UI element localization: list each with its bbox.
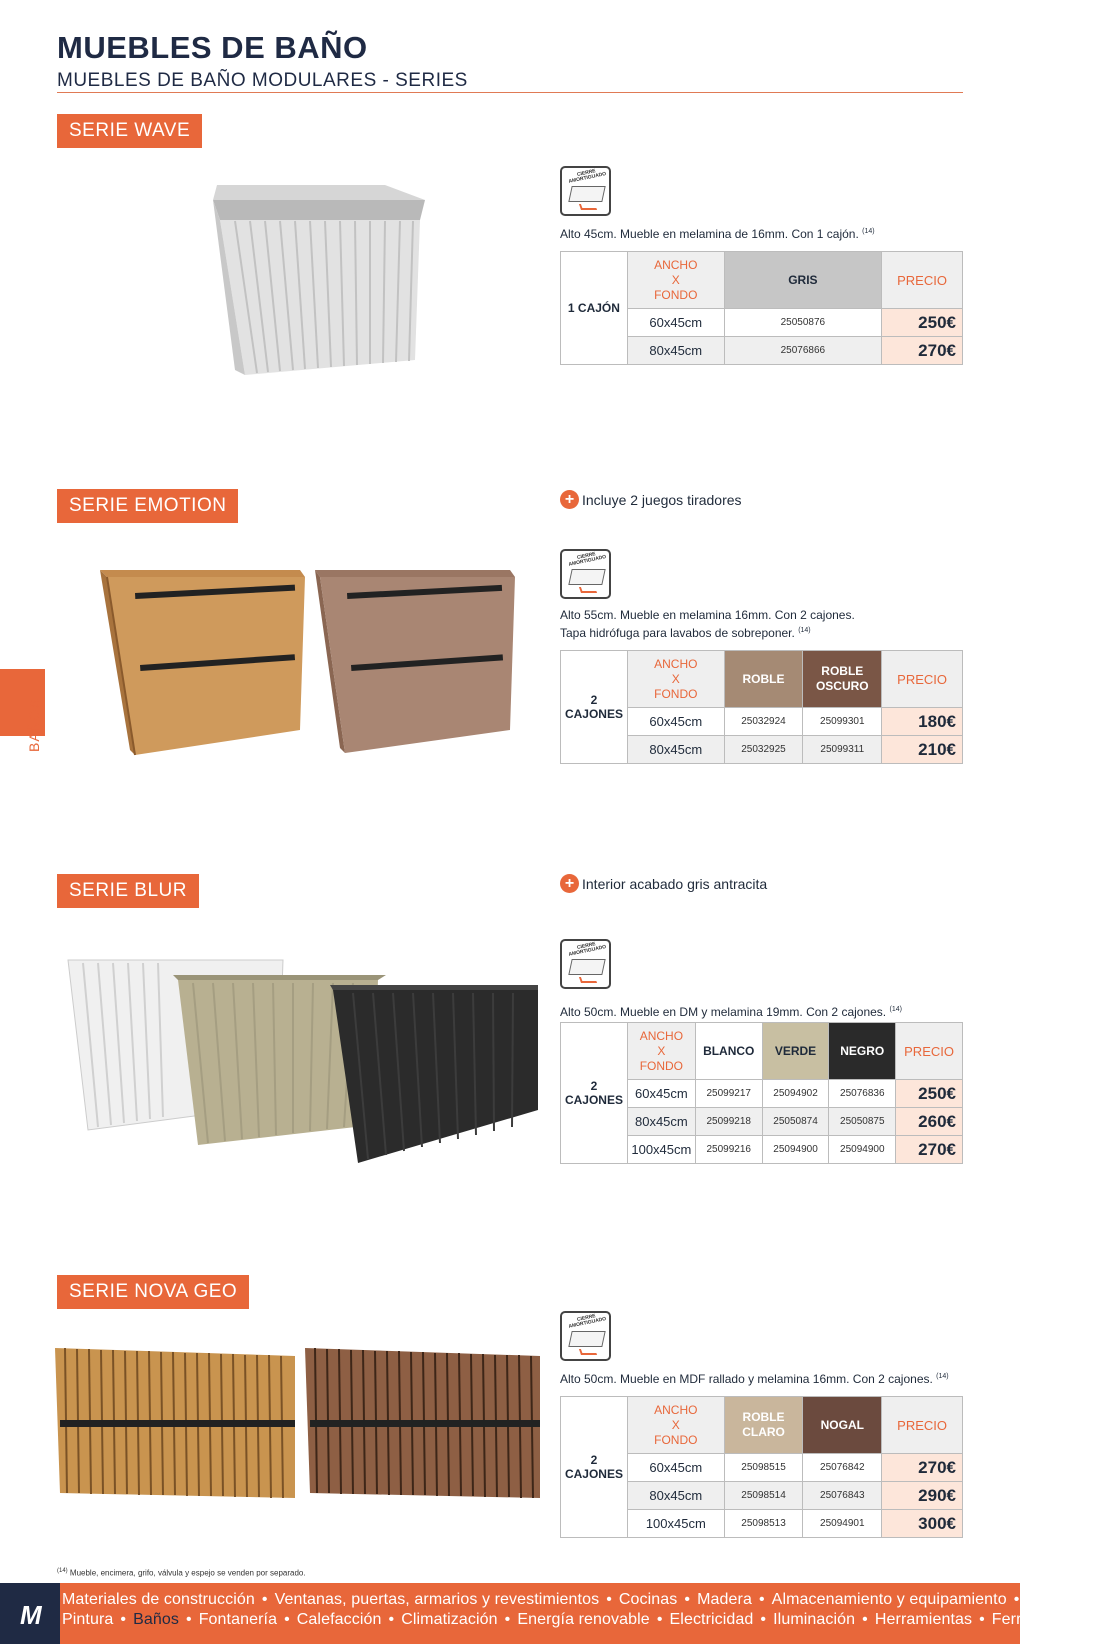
- table-row: 100x45cm 25099216 25094900 25094900 270€: [561, 1136, 963, 1164]
- footer-category-link[interactable]: Ventanas, puertas, armarios y revestimientos: [274, 1591, 600, 1608]
- title-divider: [57, 92, 963, 93]
- page-subtitle: MUEBLES DE BAÑO MODULARES - SERIES: [57, 70, 468, 91]
- footer-categories-line1: [62, 1591, 1096, 1609]
- soft-close-drawer-icon: CIERRE AMORTIGUADO: [560, 939, 611, 989]
- soft-close-drawer-icon: CIERRE AMORTIGUADO: [560, 549, 611, 599]
- color-header-verde: VERDE: [762, 1023, 829, 1080]
- group-label: 2 CAJONES: [561, 1397, 628, 1538]
- footer-category-link[interactable]: Herramientas: [874, 1611, 973, 1628]
- nova-geo-description: Alto 50cm. Mueble en MDF rallado y melamina 16mm. Con 2 cajones. $^{(14)}$: [560, 1372, 949, 1386]
- footer-category-link[interactable]: Calefacción: [296, 1611, 382, 1628]
- wave-cabinet-image: [205, 185, 430, 380]
- footer-category-link[interactable]: Electricidad: [669, 1611, 754, 1628]
- page-title: MUEBLES DE BAÑO: [57, 30, 368, 65]
- table-row: 60x45cm 25099217 25094902 25076836 250€: [561, 1080, 963, 1108]
- plus-circle-icon: +: [560, 874, 579, 893]
- price-header: PRECIO: [896, 1023, 963, 1080]
- emotion-cabinets-image: [95, 565, 515, 760]
- side-tab-label: BAÑOS: [26, 697, 42, 752]
- price-header: PRECIO: [882, 651, 963, 708]
- footer-category-link[interactable]: Baños: [133, 1611, 179, 1628]
- color-header-roble: ROBLE: [724, 651, 803, 708]
- serie-blur-tag: SERIE BLUR: [57, 874, 199, 908]
- separator-dot: •: [862, 1611, 868, 1628]
- size-header: ANCHO X FONDO: [627, 252, 724, 309]
- soft-close-drawer-icon: CIERRE AMORTIGUADO: [560, 166, 611, 216]
- price-header: PRECIO: [882, 1397, 963, 1454]
- table-row: 80x45cm 25099218 25050874 25050875 260€: [561, 1108, 963, 1136]
- footer-category-link[interactable]: Fontanería: [198, 1611, 278, 1628]
- footer-category-bar: [0, 1583, 1096, 1644]
- wave-price-table: [560, 251, 963, 365]
- blur-price-table: [560, 1022, 963, 1164]
- footer-category-link[interactable]: Pintura: [62, 1611, 114, 1628]
- blur-cabinets-image: [68, 955, 543, 1165]
- separator-dot: •: [684, 1591, 691, 1608]
- table-row: 80x45cm 25032925 25099311 210€: [561, 736, 963, 764]
- serie-emotion-tag: SERIE EMOTION: [57, 489, 238, 523]
- separator-dot: •: [504, 1611, 511, 1628]
- separator-dot: •: [606, 1591, 612, 1608]
- footer-category-link[interactable]: Cocinas: [618, 1591, 678, 1608]
- brand-logo[interactable]: M: [0, 1583, 60, 1644]
- size-header: ANCHO X FONDO: [627, 1023, 695, 1080]
- separator-dot: •: [261, 1591, 268, 1608]
- price-header: PRECIO: [882, 252, 963, 309]
- table-row: 60x45cm 25032924 25099301 180€: [561, 708, 963, 736]
- nova-geo-price-table: [560, 1396, 963, 1538]
- serie-wave-tag: SERIE WAVE: [57, 114, 202, 148]
- soft-close-drawer-icon: CIERRE AMORTIGUADO: [560, 1311, 611, 1361]
- separator-dot: •: [388, 1611, 395, 1628]
- blur-description: Alto 50cm. Mueble en DM y melamina 19mm. Con 2 cajones. $^{(14)}$: [560, 1005, 902, 1019]
- color-header-roble-claro: ROBLE CLARO: [724, 1397, 803, 1454]
- footer-category-link[interactable]: Cerámica: [1026, 1591, 1096, 1608]
- group-label: 2 CAJONES: [561, 651, 628, 764]
- footer-category-link[interactable]: Climatización: [401, 1611, 498, 1628]
- footer-categories-line2: [62, 1611, 1063, 1629]
- separator-dot: •: [120, 1611, 127, 1628]
- footer-category-link[interactable]: Energía renovable: [517, 1611, 650, 1628]
- color-header-gris: GRIS: [724, 252, 881, 309]
- separator-dot: •: [979, 1611, 985, 1628]
- table-row: 80x45cm 25098514 25076843 290€: [561, 1482, 963, 1510]
- separator-dot: •: [185, 1611, 192, 1628]
- size-header: ANCHO X FONDO: [627, 651, 724, 708]
- emotion-highlight: + Incluye 2 juegos tiradores: [560, 490, 742, 509]
- footer-category-link[interactable]: Iluminación: [773, 1611, 856, 1628]
- emotion-description: Alto 55cm. Mueble en melamina 16mm. Con 2 cajones. Tapa hidrófuga para lavabos de sobreponer. $^{(14)}$: [560, 608, 855, 640]
- size-header: ANCHO X FONDO: [627, 1397, 724, 1454]
- table-row: 100x45cm 25098513 25094901 300€: [561, 1510, 963, 1538]
- plus-circle-icon: +: [560, 490, 579, 509]
- footer-category-link[interactable]: Ferretería: [991, 1611, 1064, 1628]
- color-header-blanco: BLANCO: [695, 1023, 762, 1080]
- footer-category-link[interactable]: Almacenamiento y equipamiento: [771, 1591, 1007, 1608]
- separator-dot: •: [760, 1611, 767, 1628]
- footer-category-link[interactable]: Materiales de construcción: [62, 1591, 255, 1608]
- nova-geo-cabinets-image: [55, 1348, 545, 1503]
- separator-dot: •: [758, 1591, 765, 1608]
- table-row: 80x45cm 25076866 270€: [561, 337, 963, 365]
- group-label: 1 CAJÓN: [561, 252, 628, 365]
- serie-nova-geo-tag: SERIE NOVA GEO: [57, 1275, 249, 1309]
- group-label: 2 CAJONES: [561, 1023, 628, 1164]
- emotion-price-table: [560, 650, 963, 764]
- table-row: 60x45cm 25098515 25076842 270€: [561, 1454, 963, 1482]
- separator-dot: •: [284, 1611, 290, 1628]
- color-header-nogal: NOGAL: [803, 1397, 882, 1454]
- separator-dot: •: [656, 1611, 663, 1628]
- footnote: $^{(14)}$ Mueble, encimera, grifo, válvula y espejo se venden por separado.: [57, 1568, 306, 1578]
- color-header-negro: NEGRO: [829, 1023, 896, 1080]
- separator-dot: •: [1013, 1591, 1020, 1608]
- wave-description: Alto 45cm. Mueble en melamina de 16mm. Con 1 cajón. $^{(14)}$: [560, 227, 875, 241]
- footer-category-link[interactable]: Madera: [697, 1591, 752, 1608]
- table-row: 60x45cm 25050876 250€: [561, 309, 963, 337]
- blur-highlight: + Interior acabado gris antracita: [560, 874, 767, 893]
- color-header-roble-oscuro: ROBLE OSCURO: [803, 651, 882, 708]
